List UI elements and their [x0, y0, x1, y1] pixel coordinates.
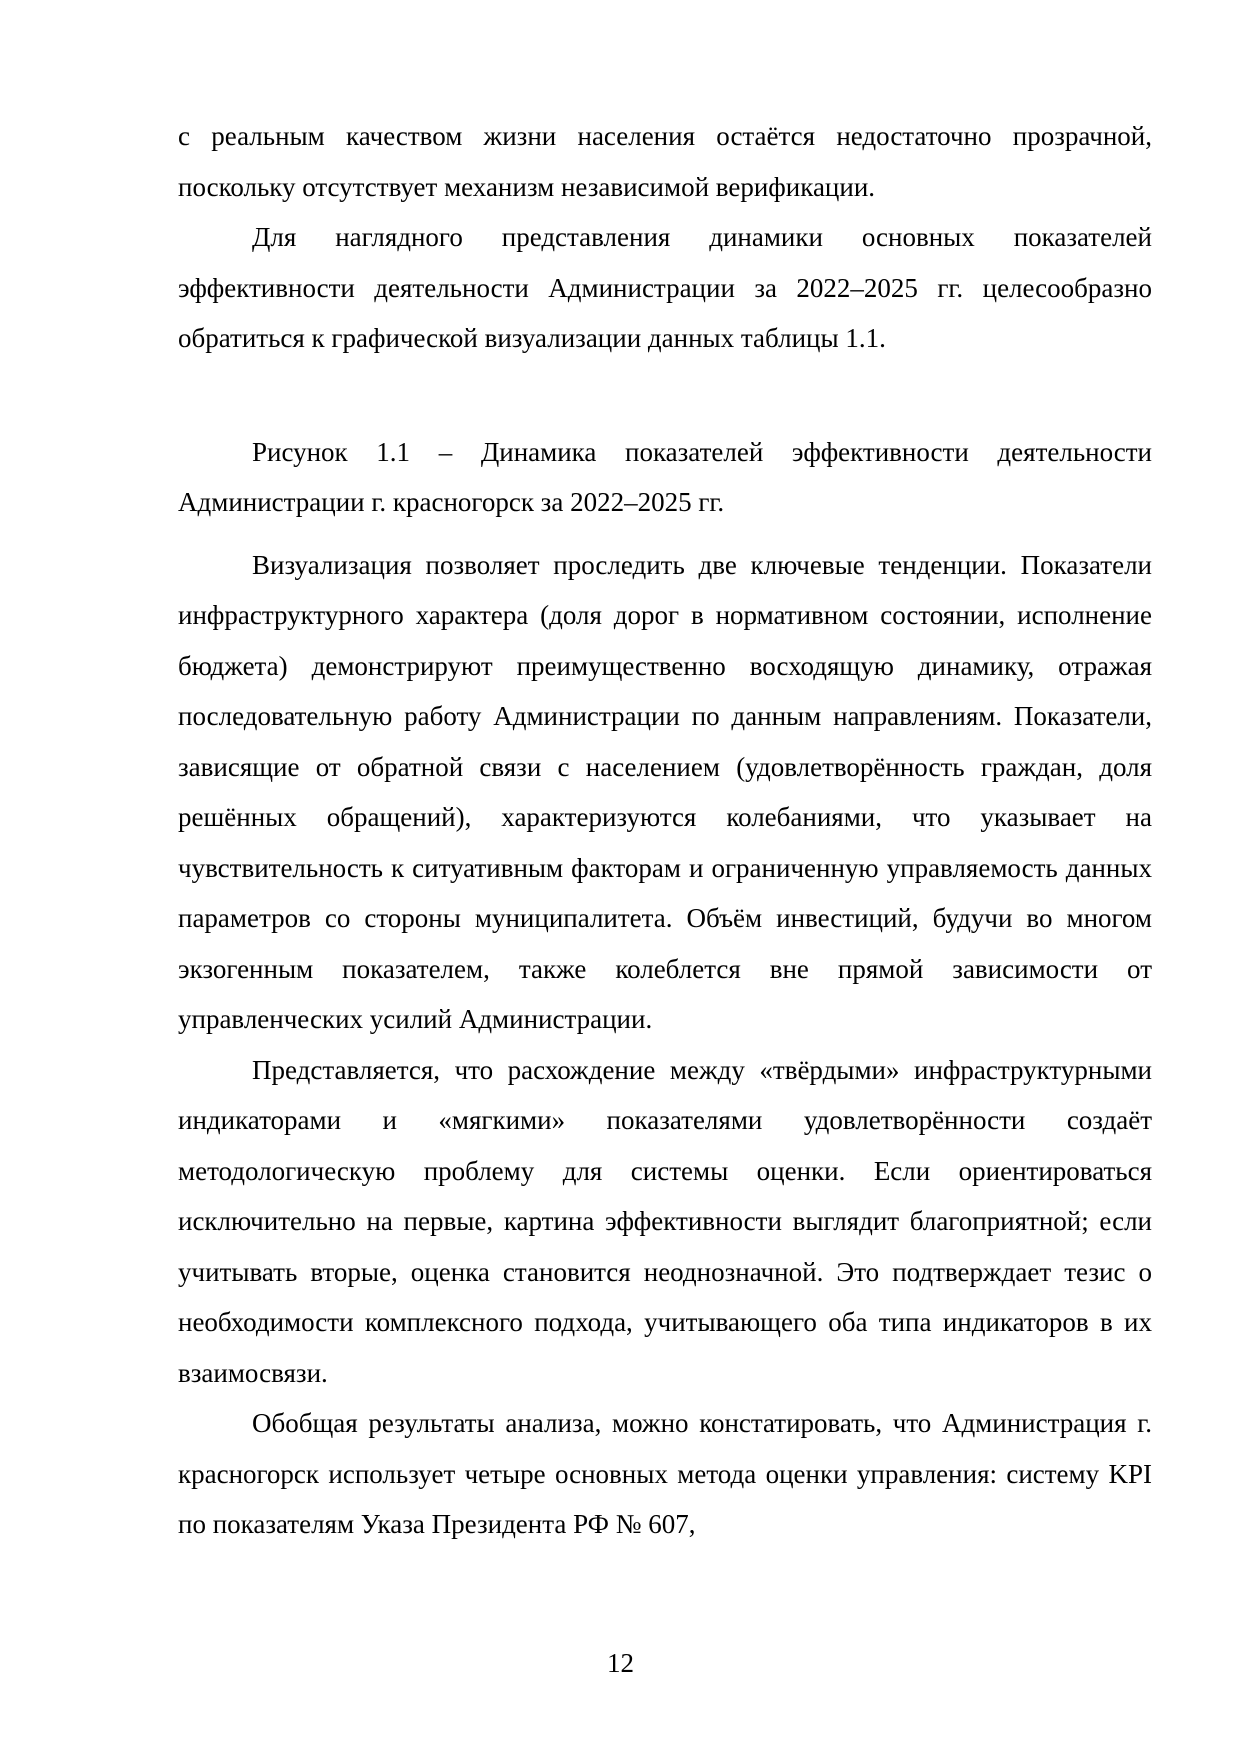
- document-page: [178, 111, 1152, 1550]
- paragraph-continuation: с реальным качеством жизни населения остаётся недостаточно прозрачной, поскольку отсутствует механизм независимой верификации.: [178, 121, 1152, 202]
- paragraph-methodology: Представляется, что расхождение между «твёрдыми» инфраструктурными индикаторами и «мягкими» показателями удовлетворённости создаёт методологическую проблему для системы оценки. Если ориентироваться исключительно на первые, картина эффективности выглядит благоприятной; если учитывать вторые, оценка становится неоднозначной. Это подтверждает тезис о необходимости комплексного подхода, учитывающего оба типа индикаторов в их взаимосвязи.: [178, 1054, 1152, 1388]
- paragraph-conclusion: Обобщая результаты анализа, можно констатировать, что Администрация г. красногорск использует четыре основных метода оценки управления: систему KPI по показателям Указа Президента РФ № 607,: [178, 1408, 1152, 1539]
- page-number: 12: [607, 1648, 634, 1678]
- paragraph-visualization-intro: Для наглядного представления динамики основных показателей эффективности деятельности Администрации за 2022–2025 гг. целесообразно обратиться к графической визуализации данных таблицы 1.1.: [178, 222, 1152, 353]
- figure-caption: Рисунок 1.1 – Динамика показателей эффективности деятельности Администрации г. красногорск за 2022–2025 гг.: [178, 436, 1152, 517]
- paragraph-trends: Визуализация позволяет проследить две ключевые тенденции. Показатели инфраструктурного характера (доля дорог в нормативном состоянии, исполнение бюджета) демонстрируют преимущественно восходящую динамику, отражая последовательную работу Администрации по данным направлениям. Показатели, зависящие от обратной связи с населением (удовлетворённость граждан, доля решённых обращений), характеризуются колебаниями, что указывает на чувствительность к ситуативным факторам и ограниченную управляемость данных параметров со стороны муниципалитета. Объём инвестиций, будучи во многом экзогенным показателем, также колеблется вне прямой зависимости от управленческих усилий Администрации.: [178, 549, 1152, 1034]
